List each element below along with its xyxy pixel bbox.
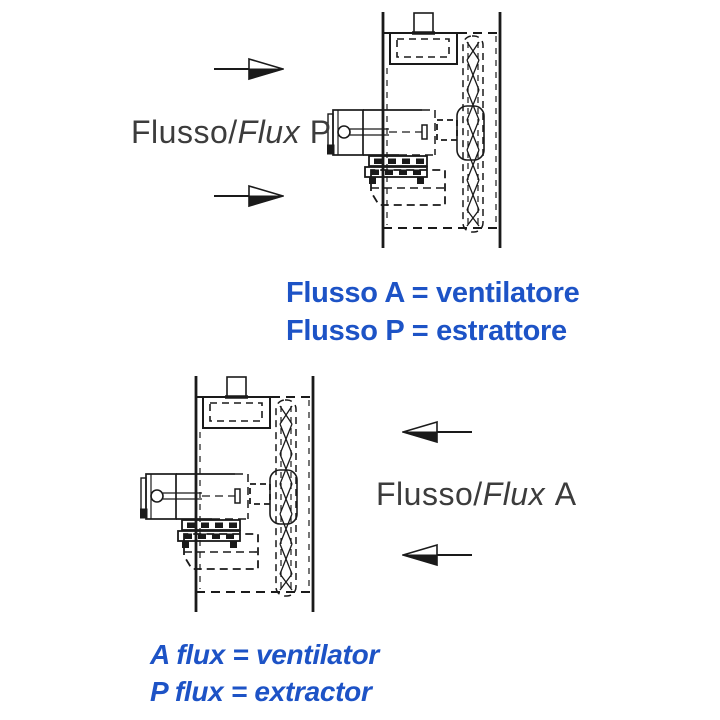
flow-label-p-flux: Flux <box>237 114 301 150</box>
flow-label-a-prefix: Flusso/ <box>376 476 483 512</box>
caption-english <box>150 636 379 710</box>
flow-label-p <box>131 114 332 151</box>
flow-label-a-letter: A <box>554 476 577 512</box>
fan-duct-drawing-bottom <box>140 376 330 626</box>
flow-arrow-left-icon <box>402 420 472 444</box>
flow-arrow-right-icon <box>214 184 284 208</box>
caption-italian-line2: Flusso P = estrattore <box>286 315 567 347</box>
caption-english-line1: A flux = ventilator <box>150 639 379 670</box>
flow-label-a <box>376 476 577 513</box>
flow-label-a-flux: Flux <box>482 476 546 512</box>
caption-italian-line1: Flusso A = ventilatore <box>286 277 580 309</box>
flow-arrow-right-icon <box>214 57 284 81</box>
flow-label-p-prefix: Flusso/ <box>131 114 238 150</box>
caption-english-line2: P flux = extractor <box>150 676 372 707</box>
fan-duct-drawing-top <box>327 12 517 262</box>
flow-label-p-letter: P <box>309 114 332 150</box>
flow-arrow-left-icon <box>402 543 472 567</box>
caption-italian <box>286 274 579 350</box>
